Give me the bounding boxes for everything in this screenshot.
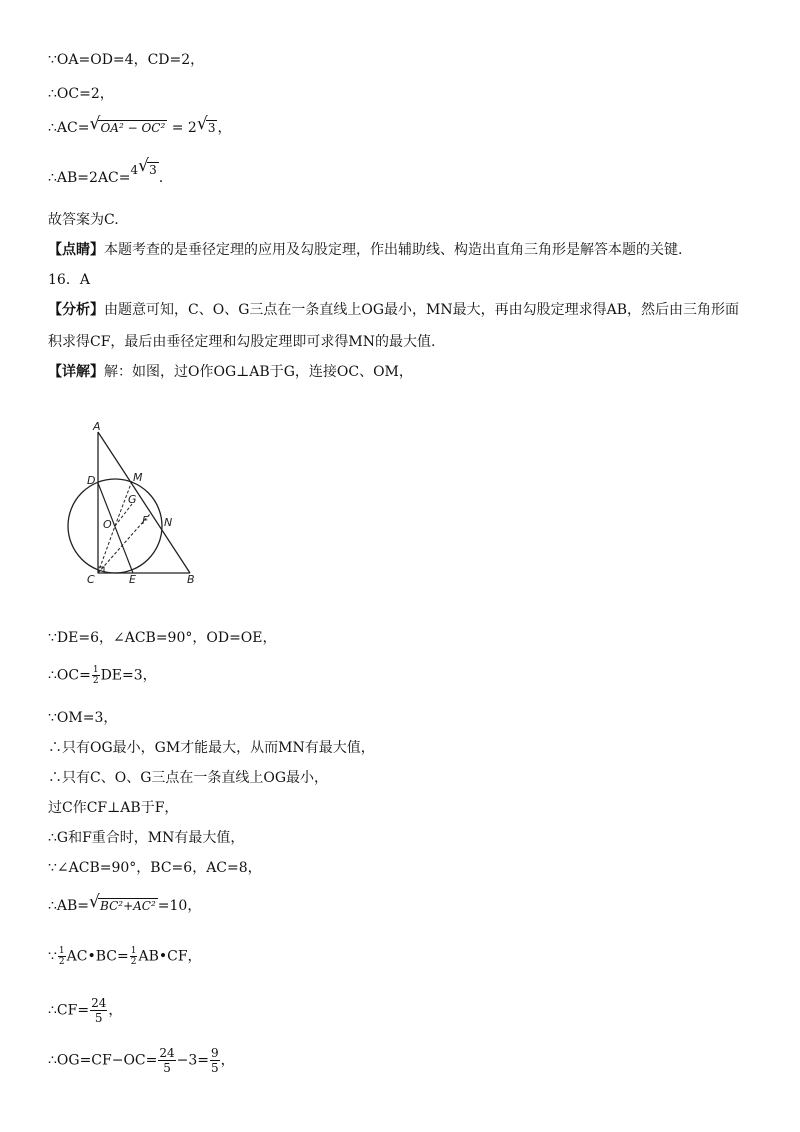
- frac-half-1: [58, 946, 66, 967]
- sqrt-oa-oc-body: OA² − OC²: [100, 121, 166, 135]
- area-prefix: ∵: [48, 948, 57, 965]
- dianjing-tag: 【点睛】: [48, 242, 104, 258]
- frac-half-den: 2: [92, 676, 99, 686]
- frac-24-5-b-den: 5: [158, 1060, 175, 1075]
- line-ab-pythag: [48, 892, 202, 916]
- question-number: 16．A: [48, 272, 90, 288]
- frac-half-num: 1: [92, 665, 99, 675]
- segment-og-dashed: [115, 504, 132, 526]
- segment-co-dashed: [98, 526, 115, 573]
- oc-prefix: ∴OC=: [48, 667, 91, 684]
- frac-24-5: [90, 996, 107, 1025]
- sqrt-3: √ 3: [196, 114, 216, 135]
- ab-coef: 4: [130, 163, 139, 177]
- line-xiangjie: [48, 362, 413, 382]
- frac-half-2-num: 1: [130, 946, 137, 956]
- area-post: AB•CF，: [138, 948, 202, 965]
- sqrt-oa-oc: √ OA² − OC²: [89, 114, 166, 135]
- frac-24-5-den: 5: [90, 1010, 107, 1025]
- xiangjie-text: 解：如图，过O作OG⊥AB于G，连接OC、OM，: [104, 364, 413, 380]
- label-m: M: [133, 471, 143, 484]
- frac-half-1-num: 1: [58, 946, 65, 956]
- line-bc-ac-given: ∵∠ACB=90°，BC=6，AC=8，: [48, 860, 262, 876]
- area-mid: AC•BC=: [66, 948, 129, 965]
- cf-post: ，: [108, 1002, 123, 1019]
- ab2-post: =10，: [157, 898, 202, 914]
- label-d: D: [87, 474, 96, 487]
- frac-9-5-den: 5: [211, 1061, 219, 1075]
- ac-post: ，: [217, 120, 232, 136]
- line-ab-value: [48, 156, 164, 188]
- line-cf-perp: 过C作CF⊥AB于F，: [48, 800, 179, 816]
- sqrt-bc-ac: √ BC²+AC²: [89, 892, 156, 913]
- label-o: O: [103, 518, 112, 531]
- label-g: G: [128, 493, 137, 506]
- frac-24-5-b: [158, 1046, 175, 1075]
- line-answer: 故答案为C.: [48, 212, 119, 228]
- label-n: N: [164, 516, 173, 529]
- line-fenxi: [48, 300, 739, 320]
- og-mid: −3=: [176, 1052, 210, 1069]
- ab-sqrt-body: 3: [149, 163, 157, 177]
- line-ac-value: [48, 114, 232, 138]
- line-area-eq: [48, 946, 202, 967]
- line-og-min: ∴只有OG最小，GM才能最大，从而MN有最大值，: [48, 740, 375, 756]
- line-oc-value: ∴OC=2，: [48, 86, 114, 102]
- cf-prefix: ∴CF=: [48, 1002, 90, 1019]
- line-given-oa-od: ∵OA=OD=4，CD=2，: [48, 52, 205, 68]
- frac-half-2-den: 2: [130, 957, 137, 967]
- ab-sqrt: √ 3: [138, 156, 157, 177]
- dianjing-text: 本题考查的是垂径定理的应用及勾股定理，作出辅助线、构造出直角三角形是解答本题的关键.: [104, 242, 683, 258]
- line-g-f-coincide: ∴G和F重合时，MN有最大值，: [48, 830, 245, 846]
- line-collinear: ∴只有C、O、G三点在一条直线上OG最小，: [48, 770, 329, 786]
- line-oc-half: [48, 665, 157, 686]
- og-post: ，: [220, 1052, 235, 1069]
- geometry-figure: [60, 418, 210, 588]
- label-a: A: [93, 420, 101, 433]
- frac-24-5-num: 24: [91, 996, 107, 1010]
- ac-mid: = 2: [167, 120, 197, 136]
- frac-half-2: [130, 946, 138, 967]
- line-dianjing: [48, 240, 682, 260]
- line-fenxi-cont: 积求得CF，最后由垂径定理和勾股定理即可求得MN的最大值.: [48, 334, 436, 350]
- sqrt-bc-ac-body: BC²+AC²: [100, 899, 156, 913]
- ab-post: .: [158, 170, 164, 186]
- og-prefix: ∴OG=CF−OC=: [48, 1052, 158, 1069]
- oc-post: DE=3，: [100, 667, 157, 684]
- ac-prefix: ∴AC=: [48, 120, 90, 136]
- frac-half: [92, 665, 100, 686]
- line-og-value: [48, 1046, 235, 1075]
- xiangjie-tag: 【详解】: [48, 364, 104, 380]
- frac-half-1-den: 2: [58, 957, 65, 967]
- label-f: F: [142, 514, 149, 527]
- label-b: B: [187, 573, 195, 586]
- label-e: E: [129, 573, 136, 586]
- segment-ab: [98, 432, 190, 573]
- line-cf-value: [48, 996, 122, 1025]
- line-om-value: ∵OM=3，: [48, 710, 118, 726]
- frac-9-5-num: 9: [211, 1046, 219, 1060]
- line-de-given: ∵DE=6，∠ACB=90°，OD=OE，: [48, 630, 277, 646]
- ab-prefix: ∴AB=2AC=: [48, 170, 131, 186]
- frac-9-5: [210, 1046, 220, 1075]
- label-c: C: [87, 573, 95, 586]
- fenxi-text: 由题意可知，C、O、G三点在一条直线上OG最小，MN最大，再由勾股定理求得AB，然后由三角形面: [104, 302, 740, 318]
- ab2-prefix: ∴AB=: [48, 898, 90, 914]
- frac-24-5-b-num: 24: [159, 1046, 175, 1060]
- fenxi-tag: 【分析】: [48, 302, 104, 318]
- sqrt-3-body: 3: [207, 121, 216, 135]
